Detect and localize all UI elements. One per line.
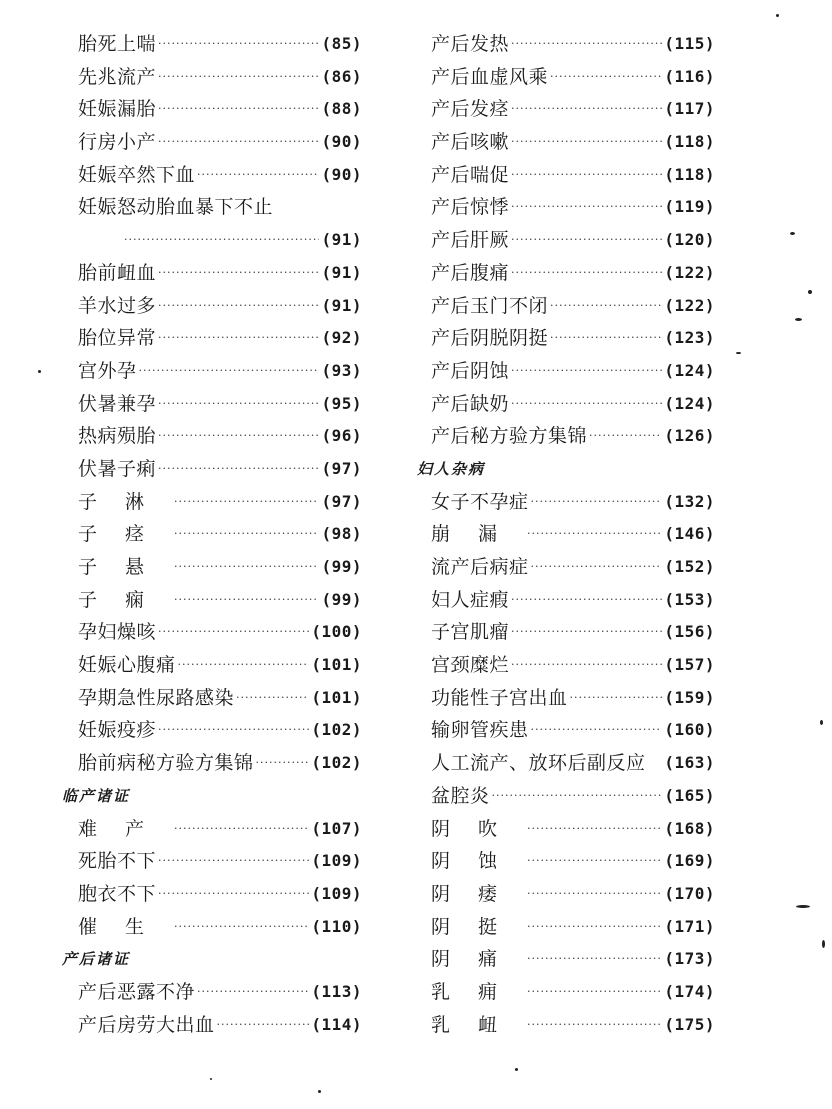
entry-title: 阴痛 [431, 948, 526, 971]
dot-leader [217, 1009, 310, 1042]
toc-entry [62, 159, 362, 192]
toc-entry [62, 747, 362, 780]
entry-page-number: (88) [321, 99, 362, 119]
entry-page-number: (170) [664, 883, 715, 903]
entry-page-number: (153) [664, 589, 715, 609]
entry-title: 催生 [78, 915, 173, 938]
toc-left-column [62, 28, 362, 1041]
dot-leader [527, 911, 662, 944]
toc-entry [62, 28, 362, 61]
dot-leader [531, 551, 663, 584]
entry-title: 孕期急性尿路感染 [78, 686, 235, 709]
toc-entry [415, 126, 715, 159]
dot-leader [139, 355, 320, 388]
toc-entry [62, 649, 362, 682]
entry-title: 子淋 [78, 490, 173, 513]
entry-page-number: (169) [664, 851, 715, 871]
toc-entry [415, 616, 715, 649]
dot-leader [550, 290, 662, 323]
scan-speck [38, 370, 41, 373]
entry-title: 盆腔炎 [431, 784, 490, 807]
scan-speck [515, 1068, 518, 1071]
entry-title: 胎前衄血 [78, 261, 157, 284]
entry-page-number: (119) [664, 197, 715, 217]
toc-entry [415, 747, 715, 780]
entry-page-number: (102) [311, 753, 362, 773]
entry-page-number: (92) [321, 328, 362, 348]
dot-leader [174, 486, 319, 519]
entry-page-number: (91) [321, 230, 362, 250]
toc-entry [415, 388, 715, 421]
dot-leader [158, 420, 319, 453]
toc-entry [62, 1009, 362, 1042]
scan-speck [736, 352, 741, 354]
toc-entry [62, 486, 362, 519]
entry-title: 产后玉门不闭 [431, 294, 549, 317]
entry-title: 功能性子宫出血 [431, 686, 568, 709]
toc-entry [62, 93, 362, 126]
toc-entry [415, 224, 715, 257]
entry-page-number: (115) [664, 34, 715, 53]
entry-title: 产后发痉 [431, 98, 510, 121]
entry-page-number: (114) [311, 1014, 362, 1034]
entry-page-number: (123) [664, 328, 715, 348]
dot-leader [511, 649, 662, 682]
entry-title: 乳衄 [431, 1013, 526, 1036]
toc-entry [62, 126, 362, 159]
entry-title: 产后咳嗽 [431, 131, 510, 154]
entry-title: 胞衣不下 [78, 882, 157, 905]
dot-leader [527, 976, 662, 1009]
entry-page-number: (96) [321, 426, 362, 446]
entry-page-number: (90) [321, 164, 362, 184]
toc-entry [62, 257, 362, 290]
entry-title: 产后缺奶 [431, 392, 510, 415]
dot-leader [158, 126, 319, 159]
entry-page-number: (156) [664, 622, 715, 642]
toc-entry [62, 878, 362, 911]
entry-title: 妇人症瘕 [431, 588, 510, 611]
toc-entry [415, 714, 715, 747]
dot-leader [527, 943, 662, 976]
toc-entry [62, 420, 362, 453]
dot-leader [256, 747, 310, 780]
entry-title: 宫外孕 [78, 359, 137, 382]
dot-leader [527, 1009, 662, 1042]
entry-page-number: (168) [664, 818, 715, 838]
entry-title: 人工流产、放环后副反应 [431, 752, 646, 775]
entry-title: 产后阴脱阴挺 [431, 327, 549, 350]
dot-leader [511, 126, 662, 159]
entry-title: 乳痈 [431, 980, 526, 1003]
section-heading: 产后诸证 [62, 950, 131, 969]
entry-page-number: (113) [311, 981, 362, 1001]
entry-page-number: (116) [664, 66, 715, 86]
entry-page-number: (124) [664, 360, 715, 380]
dot-leader [158, 290, 319, 323]
dot-leader [236, 682, 309, 715]
dot-leader [570, 682, 663, 715]
entry-title: 产后房劳大出血 [78, 1013, 215, 1036]
toc-entry [415, 486, 715, 519]
entry-page-number: (95) [321, 393, 362, 413]
dot-leader [527, 845, 662, 878]
entry-title: 产后腹痛 [431, 261, 510, 284]
dot-leader [158, 845, 309, 878]
toc-entry [415, 191, 715, 224]
entry-page-number: (122) [664, 295, 715, 315]
dot-leader [124, 224, 319, 257]
section-heading: 临产诸证 [62, 786, 131, 805]
toc-entry [415, 420, 715, 453]
entry-page-number: (85) [321, 34, 362, 53]
dot-leader [511, 224, 662, 257]
entry-page-number: (118) [664, 164, 715, 184]
entry-page-number: (97) [321, 458, 362, 478]
entry-page-number: (163) [664, 753, 715, 773]
entry-title: 死胎不下 [78, 850, 157, 873]
toc-entry [62, 584, 362, 617]
entry-page-number: (171) [664, 916, 715, 936]
dot-leader [158, 93, 319, 126]
entry-page-number: (90) [321, 132, 362, 152]
entry-title: 行房小产 [78, 131, 157, 154]
dot-leader [158, 714, 309, 747]
entry-page-number: (118) [664, 132, 715, 152]
toc-entry [62, 616, 362, 649]
toc-entry [415, 976, 715, 1009]
entry-title: 妊娠怒动胎血暴下不止 [78, 196, 274, 219]
dot-leader [550, 322, 662, 355]
entry-page-number: (159) [664, 687, 715, 707]
toc-entry [62, 191, 362, 224]
dot-leader [174, 813, 309, 846]
entry-page-number: (126) [664, 426, 715, 446]
dot-leader [158, 388, 319, 421]
dot-leader [158, 61, 319, 94]
toc-entry [62, 355, 362, 388]
toc-entry [415, 290, 715, 323]
entry-page-number: (91) [321, 295, 362, 315]
toc-entry [62, 682, 362, 715]
toc-entry [415, 584, 715, 617]
entry-title: 崩漏 [431, 523, 526, 546]
toc-entry [62, 714, 362, 747]
toc-entry [415, 1009, 715, 1042]
entry-title: 热病殒胎 [78, 425, 157, 448]
dot-leader [178, 649, 310, 682]
dot-leader [589, 420, 662, 453]
entry-page-number: (173) [664, 949, 715, 969]
scan-speck [822, 940, 825, 948]
entry-page-number: (120) [664, 230, 715, 250]
entry-title: 先兆流产 [78, 65, 157, 88]
dot-leader [492, 780, 663, 813]
scan-speck [796, 905, 810, 908]
dot-leader [531, 486, 663, 519]
dot-leader [511, 159, 662, 192]
toc-entry [415, 518, 715, 551]
entry-title: 羊水过多 [78, 294, 157, 317]
entry-page-number: (124) [664, 393, 715, 413]
entry-title: 产后肝厥 [431, 229, 510, 252]
entry-title: 流产后病症 [431, 556, 529, 578]
entry-title: 胎位异常 [78, 327, 157, 350]
section-heading: 妇人杂病 [417, 459, 486, 478]
dot-leader [197, 159, 319, 192]
dot-leader [527, 813, 662, 846]
entry-title: 妊娠卒然下血 [78, 163, 196, 186]
entry-title: 孕妇燥咳 [78, 621, 157, 644]
entry-title: 产后喘促 [431, 163, 510, 186]
dot-leader [511, 616, 662, 649]
dot-leader [527, 518, 662, 551]
toc-entry [415, 28, 715, 61]
entry-page-number: (109) [311, 883, 362, 903]
dot-leader [174, 518, 319, 551]
toc-entry [415, 878, 715, 911]
entry-page-number: (174) [664, 981, 715, 1001]
dot-leader [158, 878, 309, 911]
dot-leader [527, 878, 662, 911]
entry-title: 产后血虚风乘 [431, 65, 549, 88]
dot-leader [511, 191, 662, 224]
scan-speck [795, 318, 802, 321]
dot-leader [158, 322, 319, 355]
toc-entry [415, 551, 715, 584]
entry-title: 妊娠疫疹 [78, 719, 157, 742]
toc-entry [62, 224, 362, 257]
entry-page-number: (160) [664, 720, 715, 740]
entry-title: 产后恶露不净 [78, 980, 196, 1003]
entry-page-number: (86) [321, 66, 362, 86]
toc-entry [62, 551, 362, 584]
dot-leader [174, 911, 309, 944]
dot-leader [174, 551, 319, 584]
toc-entry [62, 453, 362, 486]
toc-entry [415, 813, 715, 846]
toc-right-column [415, 28, 715, 1041]
entry-page-number: (99) [321, 557, 362, 576]
entry-page-number: (157) [664, 655, 715, 675]
scan-speck [318, 1090, 321, 1093]
entry-page-number: (165) [664, 785, 715, 805]
entry-title: 阴痿 [431, 882, 526, 905]
entry-page-number: (97) [321, 491, 362, 511]
toc-entry [62, 911, 362, 944]
entry-page-number: (91) [321, 262, 362, 282]
dot-leader [550, 61, 662, 94]
entry-title: 胎死上喘 [78, 33, 157, 55]
entry-page-number: (122) [664, 262, 715, 282]
toc-entry [62, 845, 362, 878]
scan-speck [790, 232, 795, 235]
toc-entry [62, 322, 362, 355]
scan-speck [210, 1078, 212, 1080]
toc-entry [415, 911, 715, 944]
entry-page-number: (175) [664, 1014, 715, 1034]
toc-entry [415, 61, 715, 94]
toc-entry [62, 61, 362, 94]
entry-title: 阴挺 [431, 915, 526, 938]
toc-entry [415, 649, 715, 682]
entry-page-number: (100) [311, 622, 362, 642]
dot-leader [511, 28, 662, 61]
entry-title: 妊娠心腹痛 [78, 654, 176, 677]
scan-speck [820, 720, 823, 725]
entry-title: 难产 [78, 817, 173, 840]
entry-page-number: (109) [311, 851, 362, 871]
entry-page-number: (102) [311, 720, 362, 740]
entry-page-number: (98) [321, 524, 362, 544]
entry-page-number: (99) [321, 589, 362, 609]
entry-title: 宫颈糜烂 [431, 654, 510, 677]
toc-entry [415, 682, 715, 715]
dot-leader [158, 28, 319, 61]
dot-leader [197, 976, 309, 1009]
entry-page-number: (101) [311, 687, 362, 707]
entry-title: 阴吹 [431, 817, 526, 840]
toc-entry [415, 780, 715, 813]
entry-page-number: (93) [321, 360, 362, 380]
entry-page-number: (146) [664, 524, 715, 544]
toc-entry [415, 355, 715, 388]
scan-speck [808, 290, 812, 294]
dot-leader [511, 388, 662, 421]
dot-leader [158, 453, 319, 486]
entry-title: 伏暑子痢 [78, 457, 157, 480]
entry-title: 子痉 [78, 523, 173, 546]
entry-title: 子痫 [78, 588, 173, 611]
entry-title: 产后惊悸 [431, 196, 510, 219]
entry-title: 胎前病秘方验方集锦 [78, 752, 254, 775]
toc-entry [62, 518, 362, 551]
dot-leader [531, 714, 663, 747]
toc-entry [62, 290, 362, 323]
entry-title: 伏暑兼孕 [78, 392, 157, 415]
dot-leader [158, 616, 309, 649]
entry-title: 女子不孕症 [431, 490, 529, 513]
entry-page-number: (132) [664, 491, 715, 511]
entry-page-number: (101) [311, 655, 362, 675]
toc-entry [415, 845, 715, 878]
toc-entry [415, 257, 715, 290]
entry-title: 产后阴蚀 [431, 359, 510, 382]
toc-entry [415, 322, 715, 355]
entry-title: 子悬 [78, 556, 173, 578]
dot-leader [511, 93, 662, 126]
entry-page-number: (117) [664, 99, 715, 119]
dot-leader [174, 584, 319, 617]
scan-speck [776, 14, 779, 17]
entry-page-number: (110) [311, 916, 362, 936]
toc-entry [62, 813, 362, 846]
toc-entry [415, 943, 715, 976]
entry-title: 阴蚀 [431, 850, 526, 873]
entry-title: 输卵管疾患 [431, 719, 529, 742]
entry-title: 产后发热 [431, 33, 510, 55]
toc-entry [415, 159, 715, 192]
entry-title: 产后秘方验方集锦 [431, 425, 588, 448]
toc-entry [415, 93, 715, 126]
dot-leader [511, 584, 662, 617]
dot-leader [511, 355, 662, 388]
entry-title: 子宫肌瘤 [431, 621, 510, 644]
toc-entry [62, 976, 362, 1009]
entry-page-number: (152) [664, 557, 715, 576]
toc-entry [62, 388, 362, 421]
entry-title: 妊娠漏胎 [78, 98, 157, 121]
dot-leader [511, 257, 662, 290]
dot-leader [158, 257, 319, 290]
entry-page-number: (107) [311, 818, 362, 838]
